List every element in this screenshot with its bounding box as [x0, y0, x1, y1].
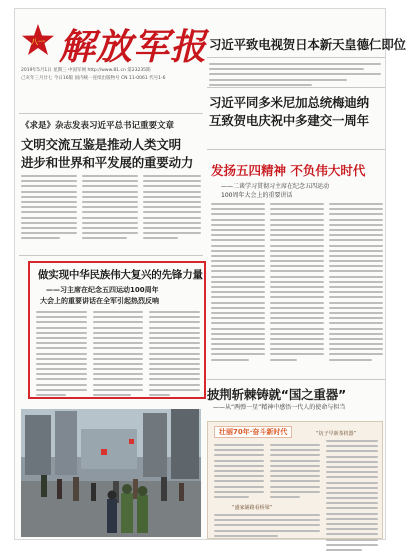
article-text [326, 440, 378, 554]
headline-top-right[interactable]: 习近平致电视贺日本新天皇德仁即位 [209, 37, 406, 52]
right-story-subtitle: ——从“两弹一星”精神中感悟一代人的使命与担当 [213, 404, 346, 411]
article-text [211, 203, 265, 364]
headline-second-line[interactable]: 互致贺电庆祝中多建交一周年 [209, 113, 369, 128]
svg-text:八一: 八一 [31, 38, 45, 46]
article-text [36, 311, 200, 399]
divider [207, 57, 385, 58]
middle-story-title[interactable]: 发扬五四精神 不负伟大时代 [211, 163, 366, 178]
anniversary-quote: “盛家铺路看桥梁” [232, 505, 273, 511]
red-star-emblem-icon [21, 23, 55, 57]
divider [19, 113, 203, 114]
middle-story-subtitle-line: 100周年大会上的重要讲话 [221, 192, 293, 199]
left-story-title-line[interactable]: 进步和世界和平发展的重要动力 [21, 155, 194, 170]
anniversary-feature[interactable] [207, 421, 383, 539]
anniversary-banner: 壮丽70年·奋斗新时代 [214, 426, 292, 438]
article-text [209, 63, 381, 89]
article-text [82, 175, 138, 242]
divider [207, 87, 385, 88]
divider [207, 379, 385, 380]
article-text [270, 444, 320, 501]
newspaper-logo: 解放军报 [59, 26, 208, 68]
article-text [21, 175, 77, 242]
newspaper-front-page [14, 8, 406, 540]
anniversary-quote: “坊子早新茶机器” [316, 431, 357, 437]
highlight-subtitle-line: 大会上的重要讲话在全军引起热烈反响 [40, 297, 159, 305]
article-text [329, 203, 383, 364]
left-story-kicker[interactable]: 《求是》杂志发表习近平总书记重要文章 [21, 121, 175, 131]
right-story-title[interactable]: 披荆斩棘铸就“国之重器” [207, 387, 347, 402]
article-text [270, 203, 324, 364]
divider [207, 149, 385, 150]
article-text [143, 175, 201, 242]
headline-second[interactable]: 习近平同多米尼加总统梅迪纳 [209, 95, 369, 110]
divider [19, 255, 203, 256]
masthead-info-line: 己亥年三月廿七 今日16版 国内统一连续出版物号 CN 11-0061 代号1-6 [21, 76, 166, 81]
front-page-photo[interactable] [21, 409, 201, 537]
article-text [214, 444, 264, 501]
masthead [15, 9, 208, 99]
highlight-subtitle: ——习主席在纪念五四运动100周年 [46, 286, 159, 294]
left-story-title[interactable]: 文明交流互鉴是推动人类文明 [21, 137, 181, 152]
highlight-title[interactable]: 做实现中华民族伟大复兴的先锋力量 [38, 269, 203, 281]
article-text [214, 514, 320, 540]
highlighted-article[interactable] [28, 261, 206, 399]
masthead-info-line: 2019年5月1日 星期三 中国军网 http://www.81.cn 第23235期 [21, 68, 151, 73]
middle-story-subtitle: ——二谈学习贯彻习主席在纪念五四运动 [221, 183, 330, 190]
